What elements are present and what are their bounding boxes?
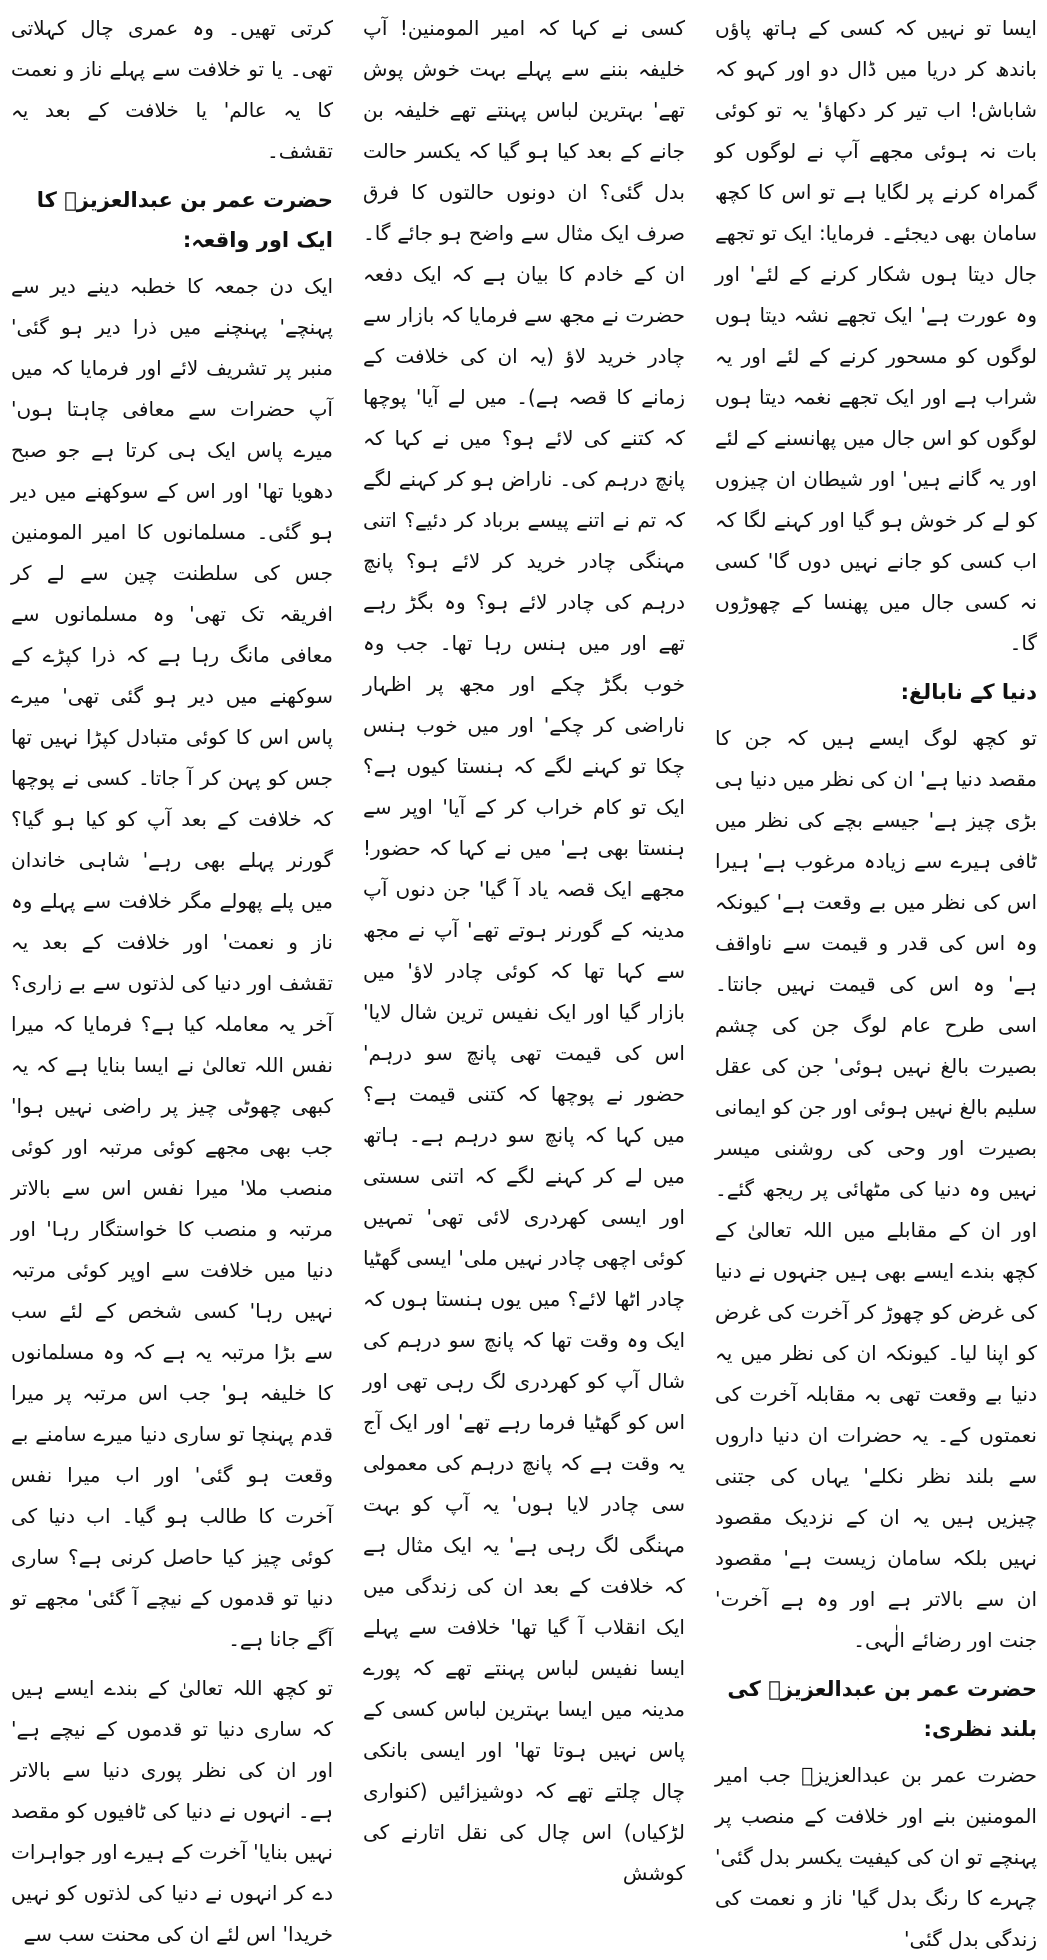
text-column-left (11, 8, 333, 1946)
text-column-right (715, 8, 1037, 1951)
paragraph: ایسا تو نہیں کہ کسی کے ہاتھ پاؤں باندھ کر دریا میں ڈال دو اور کہو کہ شاباش! اب تیر کر دکھاؤ' یہ تو کوئی بات نہ ہوئی مجھے آپ نے لوگوں کو گمراہ کرنے پر لگایا ہے تو اس کا کچھ سامان بھی دیجئے۔ فرمایا: ایک تو تجھے جال دیتا ہوں شکار کرنے کے لئے' اور وہ عورت ہے' ایک تجھے نشہ دیتا ہوں لوگوں کو مسحور کرنے کے لئے اور یہ شراب ہے اور ایک تجھے نغمہ دیتا ہوں لوگوں کو اس جال میں پھانسنے کے لئے اور یہ گانے ہیں' اور شیطان ان چیزوں کو لے کر خوش ہو گیا اور کہنے لگا کہ اب کسی کو جانے نہیں دوں گا' کسی نہ کسی جال میں پھنسا کے چھوڑوں گا۔ (715, 16, 1037, 655)
section-heading: حضرت عمر بن عبدالعزیزؒ کا ایک اور واقعہ: (36, 188, 333, 252)
paragraph: ایک دن جمعہ کا خطبہ دینے دیر سے پہنچے' پہنچنے میں ذرا دیر ہو گئی' منبر پر تشریف لائے اور فرمایا کہ میں آپ حضرات سے معافی چاہتا ہوں' میرے پاس ایک ہی کرتا ہے جو صبح دھویا تھا' اور اس کے سوکھنے میں دیر ہو گئی۔ مسلمانوں کا امیر المومنین جس کی سلطنت چین سے لے کر افریقہ تک تھی' وہ مسلمانوں سے معافی مانگ رہا ہے کہ ذرا کپڑے کے سوکھنے میں دیر ہو گئی تھی' میرے پاس اس کا کوئی متبادل کپڑا نہیں تھا جس کو پہن کر آ جاتا۔ کسی نے پوچھا کہ خلافت کے بعد آپ کو کیا ہو گیا؟ گورنر پہلے بھی رہے' شاہی خاندان میں پلے پھولے مگر خلافت سے پہلے وہ ناز و نعمت' اور خلافت کے بعد یہ تقشف اور دنیا کی لذتوں سے بے زاری؟ آخر یہ معاملہ کیا ہے؟ فرمایا کہ میرا نفس اللہ تعالیٰ نے ایسا بنایا ہے کہ یہ کبھی چھوٹی چیز پر راضی نہیں ہوا' جب بھی مجھے کوئی مرتبہ اور کوئی منصب ملا' میرا نفس اس سے بالاتر مرتبہ و منصب کا خواستگار رہا' اور دنیا میں خلافت سے اوپر کوئی مرتبہ نہیں رہا' کسی شخص کے لئے سب سے بڑا مرتبہ یہ ہے کہ وہ مسلمانوں کا خلیفہ ہو' جب اس مرتبہ پر میرا قدم پہنچا تو ساری دنیا میرے سامنے بے وقعت ہو گئی' اور اب میرا نفس آخرت کا طالب ہو گیا۔ اب دنیا کی کوئی چیز کیا حاصل کرنی ہے؟ ساری دنیا تو قدموں کے نیچے آ گئی' مجھے تو آگے جانا ہے۔ (11, 274, 333, 1651)
paragraph: کرتی تھیں۔ وہ عمری چال کہلاتی تھی۔ یا تو خلافت سے پہلے ناز و نعمت کا یہ عالم' یا خلافت کے بعد یہ تقشف۔ (11, 16, 333, 163)
section-heading: حضرت عمر بن عبدالعزیزؒ کی بلند نظری: (727, 1677, 1037, 1741)
paragraph: تو کچھ اللہ تعالیٰ کے بندے ایسے ہیں کہ ساری دنیا تو قدموں کے نیچے ہے' اور ان کی نظر پوری دنیا سے بالاتر ہے۔ انہوں نے دنیا کی ٹافیوں کو مقصد نہیں بنایا' آخرت کے ہیرے اور جواہرات دے کر انہوں نے دنیا کی لذتوں کو نہیں خریدا' اس لئے ان کی محنت سب سے (11, 1676, 333, 1946)
paragraph: حضرت عمر بن عبدالعزیزؒ جب امیر المومنین بنے اور خلافت کے منصب پر پہنچے تو ان کی کیفیت یکسر بدل گئی' چہرے کا رنگ بدل گیا' ناز و نعمت کی زندگی بدل گئی' (715, 1763, 1037, 1951)
paragraph: تو کچھ لوگ ایسے ہیں کہ جن کا مقصد دنیا ہے' ان کی نظر میں دنیا ہی بڑی چیز ہے' جیسے بچے کی نظر میں ٹافی ہیرے سے زیادہ مرغوب ہے' ہیرا اس کی نظر میں بے وقعت ہے' کیونکہ وہ اس کی قدر و قیمت سے ناواقف ہے' وہ اس کی قیمت نہیں جانتا۔ اسی طرح عام لوگ جن کی چشم بصیرت بالغ نہیں ہوئی' جن کی عقل سلیم بالغ نہیں ہوئی اور جن کو ایمانی بصیرت اور وحی کی روشنی میسر نہیں وہ دنیا کی مٹھائی پر ریجھ گئے۔ اور ان کے مقابلے میں اللہ تعالیٰ کے کچھ بندے ایسے بھی ہیں جنہوں نے دنیا کی غرض کو چھوڑ کر آخرت کی غرض کو اپنا لیا۔ کیونکہ ان کی نظر میں یہ دنیا بے وقعت تھی بہ مقابلہ آخرت کی نعمتوں کے۔ یہ حضرات ان دنیا داروں سے بلند نظر نکلے' یہاں کی جتنی چیزیں ہیں یہ ان کے نزدیک مقصود نہیں بلکہ سامان زیست ہے' مقصود ان سے بالاتر ہے اور وہ ہے آخرت' جنت اور رضائے الٰہی۔ (715, 726, 1037, 1652)
paragraph: کسی نے کہا کہ امیر المومنین! آپ خلیفہ بننے سے پہلے بہت خوش پوش تھے' بہترین لباس پہنتے تھے خلیفہ بن جانے کے بعد کیا ہو گیا کہ یکسر حالت بدل گئی؟ ان دونوں حالتوں کا فرق صرف ایک مثال سے واضح ہو جائے گا۔ ان کے خادم کا بیان ہے کہ ایک دفعہ حضرت نے مجھ سے فرمایا کہ بازار سے چادر خرید لاؤ (یہ ان کی خلافت کے زمانے کا قصہ ہے)۔ میں لے آیا' پوچھا کہ کتنے کی لائے ہو؟ میں نے کہا کہ پانچ درہم کی۔ ناراض ہو کر کہنے لگے کہ تم نے اتنے پیسے برباد کر دئیے؟ اتنی مہنگی چادر خرید کر لائے ہو؟ پانچ درہم کی چادر لائے ہو؟ وہ بگڑ رہے تھے اور میں ہنس رہا تھا۔ جب وہ خوب بگڑ چکے اور مجھ پر اظہار ناراضی کر چکے' اور میں خوب ہنس چکا تو کہنے لگے کہ ہنستا کیوں ہے؟ ایک تو کام خراب کر کے آیا' اوپر سے ہنستا بھی ہے' میں نے کہا کہ حضور! مجھے ایک قصہ یاد آ گیا' جن دنوں آپ مدینہ کے گورنر ہوتے تھے' آپ نے مجھ سے کہا تھا کہ کوئی چادر لاؤ' میں بازار گیا اور ایک نفیس ترین شال لایا' اس کی قیمت تھی پانچ سو درہم' حضور نے پوچھا کہ کتنی قیمت ہے؟ میں کہا کہ پانچ سو درہم ہے۔ ہاتھ میں لے کر کہنے لگے کہ اتنی سستی اور ایسی کھردری لائی تھی' تمہیں کوئی اچھی چادر نہیں ملی' ایسی گھٹیا چادر اٹھا لائے؟ میں یوں ہنستا ہوں کہ ایک وہ وقت تھا کہ پانچ سو درہم کی شال آپ کو کھردری لگ رہی تھی اور اس کو گھٹیا فرما رہے تھے' اور ایک آج یہ وقت ہے کہ پانچ درہم کی معمولی سی چادر لایا ہوں' یہ آپ کو بہت مہنگی لگ رہی ہے' یہ ایک مثال ہے کہ خلافت کے بعد ان کی زندگی میں ایک انقلاب آ گیا تھا' خلافت سے پہلے ایسا نفیس لباس پہنتے تھے کہ پورے مدینہ میں ایسا بہترین لباس کسی کے پاس نہیں ہوتا تھا' اور ایسی بانکی چال چلتے تھے کہ دوشیزائیں (کنواری لڑکیاں) اس چال کی نقل اتارنے کی کوشش (363, 16, 685, 1885)
text-column-middle (363, 8, 685, 1885)
section-heading: دنیا کے نابالغ: (900, 680, 1037, 704)
